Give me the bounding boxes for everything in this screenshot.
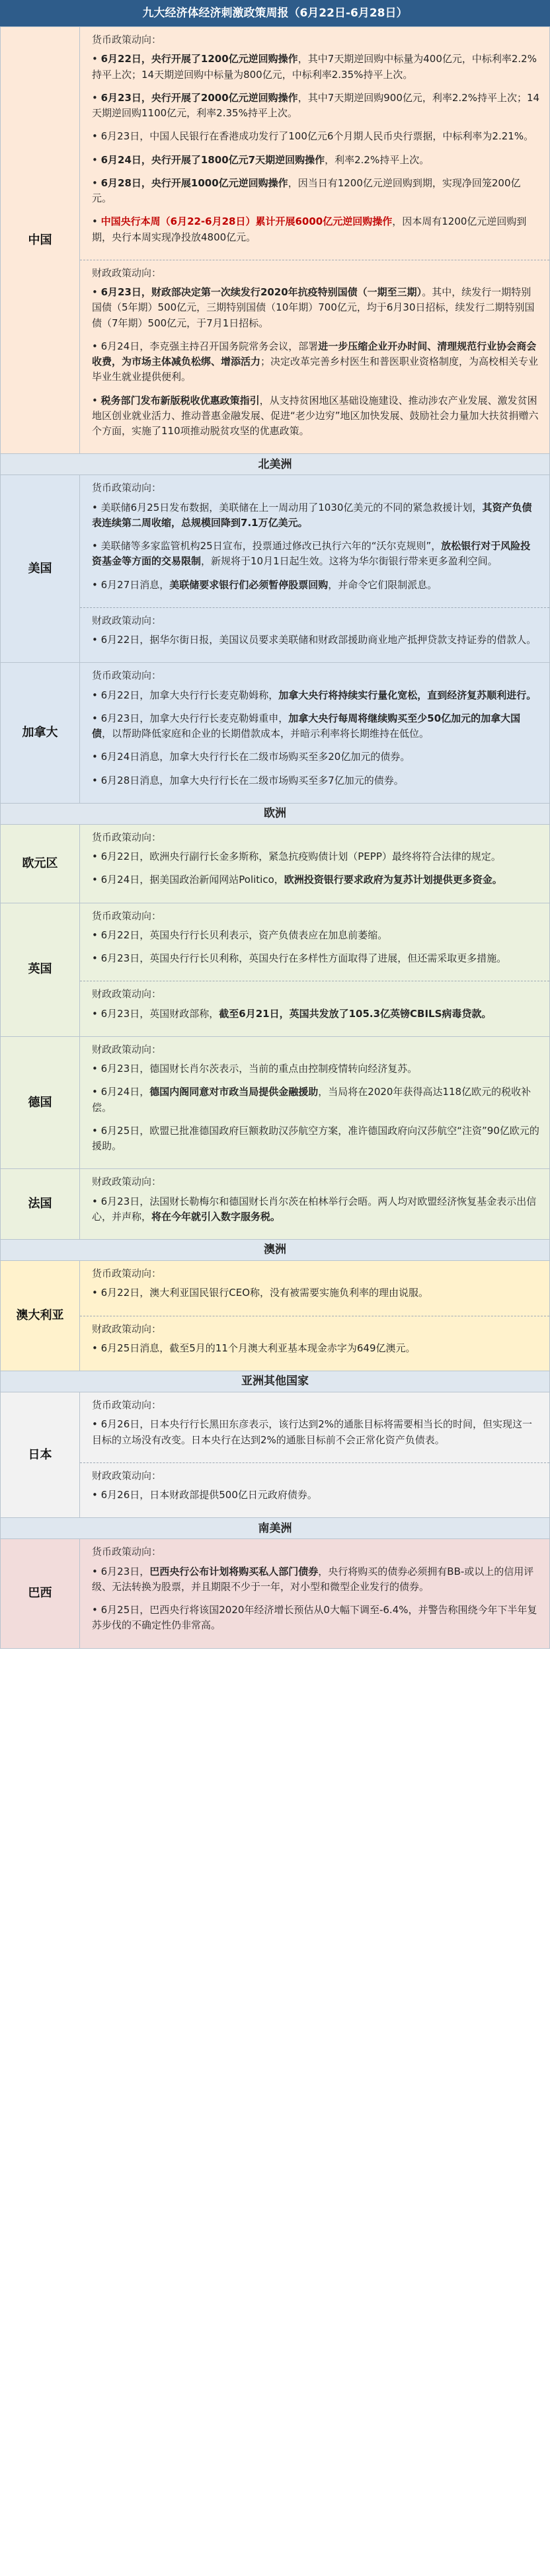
country-row-canada (1, 663, 550, 804)
list-item: • 美联储等多家监管机构25日宣布，投票通过修改已执行六年的“沃尔克规则”，放松银行对于风险投资基金等方面的交易限制，新规将于10月1日起生效。这将为华尔街银行带来更多盈利空间。 (92, 540, 531, 568)
country-name: 欧元区 (1, 824, 80, 903)
list-item: • 6月28日，央行开展1000亿元逆回购操作，因当日有1200亿元逆回购到期，实现净回笼200亿元。 (92, 176, 521, 204)
list-item: • 6月23日，央行开展了2000亿元逆回购操作，其中7天期逆回购900亿元，利率2.2%持平上次；14天期逆回购1100亿元，利率2.35%持平上次。 (92, 91, 540, 119)
list-item: • 6月24日，央行开展了1800亿元7天期逆回购操作，利率2.2%持平上次。 (92, 153, 430, 166)
fiscal-policy-block (80, 607, 549, 663)
fiscal-policy-block (80, 1169, 549, 1239)
list-item: • 6月22日，据华尔街日报，美国议员要求美联储和财政部援助商业地产抵押贷款支持证券的借款人。 (92, 634, 537, 646)
section-label: 财政政策动向： (92, 1043, 162, 1055)
list-item: • 6月25日，巴西央行将该国2020年经济增长预估从0大幅下调至-6.4%，并警告称围绕今年下半年复苏步伐的不确定性仍非常高。 (92, 1604, 537, 1632)
section-label: 财政政策动向： (92, 614, 162, 626)
list-item: • 6月23日，中国人民银行在香港成功发行了100亿元6个月期人民币央行票据，中标利率为2.21%。 (92, 130, 534, 143)
country-name: 中国 (1, 27, 80, 454)
section-label: 货币政策动向： (92, 1399, 162, 1411)
list-item: • 6月22日，央行开展了1200亿元逆回购操作，其中7天期逆回购中标量为400亿元，中标利率2.2%持平上次；14天期逆回购中标量为800亿元，中标利率2.35%持平上次。 (92, 53, 537, 81)
region-header-other-asia: 亚洲其他国家 (1, 1371, 550, 1392)
list-item: • 美联储6月25日发布数据，美联储在上一周动用了1030亿美元的不同的紧急救援计划，其资产负债表连续第二周收缩，总规模回降到7.1万亿美元。 (92, 501, 532, 529)
list-item: • 6月24日，德国内阁同意对市政当局提供金融援助，当局将在2020年获得高达118亿欧元的税收补偿。 (92, 1086, 531, 1114)
section-label: 货币政策动向： (92, 1268, 162, 1279)
section-label: 财政政策动向： (92, 1469, 162, 1482)
fiscal-policy-block (80, 260, 549, 454)
list-item: • 6月24日，据美国政治新闻网站Politico，欧洲投资银行要求政府为复苏计划提供更多资金。 (92, 874, 502, 886)
region-header-north-america: 北美洲 (1, 454, 550, 475)
country-name: 澳大利亚 (1, 1261, 80, 1371)
section-label: 货币政策动向： (92, 482, 162, 494)
country-row-australia (1, 1261, 550, 1371)
section-label: 货币政策动向： (92, 1546, 162, 1558)
monetary-policy-block (80, 475, 549, 607)
region-header-oceania: 澳洲 (1, 1240, 550, 1261)
list-item: • 6月23日，英国央行行长贝利称，英国央行在多样性方面取得了进展，但还需采取更多措施。 (92, 952, 507, 964)
country-row-germany (1, 1036, 550, 1169)
list-item: • 税务部门发布新版税收优惠政策指引，从支持贫困地区基础设施建设、推动涉农产业发展、激发贫困地区创业就业活力、推动普惠金融发展、促进“老少边穷”地区加快发展、鼓励社会力量加大扶贫捐赠六个方面，实施了110项推动脱贫攻坚的优惠政策。 (92, 394, 539, 437)
section-label: 财政政策动向： (92, 1322, 162, 1335)
section-label: 货币政策动向： (92, 34, 162, 46)
country-name: 巴西 (1, 1539, 80, 1648)
list-item: • 6月25日消息，截至5月的11个月澳大利亚基本现金赤字为649亿澳元。 (92, 1342, 416, 1354)
monetary-policy-block (80, 1539, 549, 1648)
fiscal-policy-block (80, 981, 549, 1036)
country-row-china (1, 27, 550, 454)
report-table (0, 26, 550, 1649)
country-name: 法国 (1, 1169, 80, 1240)
list-item: • 中国央行本周（6月22-6月28日）累计开展6000亿元逆回购操作，因本周有1200亿元逆回购到期，央行本周实现净投放4800亿元。 (92, 215, 527, 243)
monetary-policy-block (80, 903, 549, 981)
section-label: 财政政策动向： (92, 266, 162, 279)
list-item: • 6月22日，欧洲央行副行长金多斯称，紧急抗疫购债计划（PEPP）最终将符合法律的规定。 (92, 851, 501, 862)
monetary-policy-block (80, 1392, 549, 1462)
country-row-eurozone (1, 824, 550, 903)
fiscal-policy-block (80, 1462, 549, 1518)
list-item: • 6月27日消息，美联储要求银行们必须暂停股票回购，并命令它们限制派息。 (92, 578, 438, 591)
country-row-brazil (1, 1539, 550, 1648)
report-title: 九大经济体经济刺激政策周报（6月22日-6月28日） (0, 0, 550, 26)
list-item: • 6月23日，英国财政部称，截至6月21日，英国共发放了105.3亿英镑CBILS病毒贷款。 (92, 1007, 492, 1020)
country-row-uk (1, 903, 550, 1036)
monetary-policy-block (80, 663, 549, 803)
monetary-policy-block (80, 27, 549, 260)
country-name: 日本 (1, 1392, 80, 1518)
region-header-europe: 欧洲 (1, 803, 550, 824)
country-row-japan (1, 1392, 550, 1518)
country-name: 加拿大 (1, 663, 80, 804)
section-label: 财政政策动向： (92, 1176, 162, 1188)
monetary-policy-block (80, 825, 549, 903)
monetary-policy-block (80, 1261, 549, 1316)
section-label: 货币政策动向： (92, 669, 162, 682)
list-item: • 6月22日，英国央行行长贝利表示，资产负债表应在加息前萎缩。 (92, 928, 388, 941)
section-label: 货币政策动向： (92, 831, 162, 843)
list-item: • 6月24日消息，加拿大央行行长在二级市场购买至多20亿加元的债券。 (92, 751, 411, 763)
country-name: 德国 (1, 1036, 80, 1169)
list-item: • 6月28日消息，加拿大央行行长在二级市场购买至多7亿加元的债券。 (92, 774, 404, 786)
country-name: 美国 (1, 475, 80, 663)
list-item: • 6月25日，欧盟已批准德国政府巨额救助汉莎航空方案，准许德国政府向汉莎航空“注资”90亿欧元的援助。 (92, 1124, 539, 1152)
list-item: • 6月22日，加拿大央行行长麦克勒姆称，加拿大央行将持续实行量化宽松，直到经济复苏顺利进行。 (92, 689, 537, 701)
section-label: 货币政策动向： (92, 909, 162, 922)
region-header-south-america: 南美洲 (1, 1518, 550, 1539)
list-item: • 6月24日，李克强主持召开国务院常务会议，部署进一步压缩企业开办时间、清理规范行业协会商会收费，为市场主体减负松绑、增添活力；决定改革完善乡村医生和普医职业资格制度，为高校相关专业毕业生就业提供便利。 (92, 340, 539, 383)
list-item: • 6月26日，日本财政部提供500亿日元政府债券。 (92, 1489, 317, 1501)
list-item: • 6月23日，德国财长肖尔茨表示，当前的重点由控制疫情转向经济复苏。 (92, 1063, 418, 1075)
country-row-us (1, 475, 550, 663)
list-item: • 6月23日，法国财长勒梅尔和德国财长肖尔茨在柏林举行会晤。两人均对欧盟经济恢复基金表示出信心，并声称，将在今年就引入数字服务税。 (92, 1195, 537, 1223)
section-label: 财政政策动向： (92, 988, 162, 1001)
country-name: 英国 (1, 903, 80, 1036)
list-item: • 6月26日，日本央行行长黑田东彦表示，该行达到2%的通胀目标将需要相当长的时间，但实现这一目标的立场没有改变。日本央行在达到2%的通胀目标前不会正常化资产负债表。 (92, 1418, 533, 1446)
list-item: • 6月23日，财政部决定第一次续发行2020年抗疫特别国债（一期至三期）。其中，续发行一期特别国债（5年期）500亿元，三期特别国债（10年期）700亿元，均于6月30日招标，续发行二期特别国债（7年期）500亿元，于7月1日招标。 (92, 286, 535, 329)
country-row-france (1, 1169, 550, 1240)
list-item: • 6月22日，澳大利亚国民银行CEO称，没有被需要实施负利率的理由说服。 (92, 1287, 429, 1299)
list-item: • 6月23日，巴西央行公布计划将购买私人部门债券，央行将购买的债券必须拥有BB-或以上的信用评级、无法转换为股票，并且期限不少于一年，对小型和微型企业发行的债券。 (92, 1565, 534, 1593)
fiscal-policy-block (80, 1037, 549, 1169)
list-item: • 6月23日，加拿大央行行长麦克勒姆重申，加拿大央行每周将继续购买至少50亿加元的加拿大国债，以帮助降低家庭和企业的长期借款成本，并暗示利率将长期维持在低位。 (92, 712, 521, 739)
fiscal-policy-block (80, 1316, 549, 1371)
